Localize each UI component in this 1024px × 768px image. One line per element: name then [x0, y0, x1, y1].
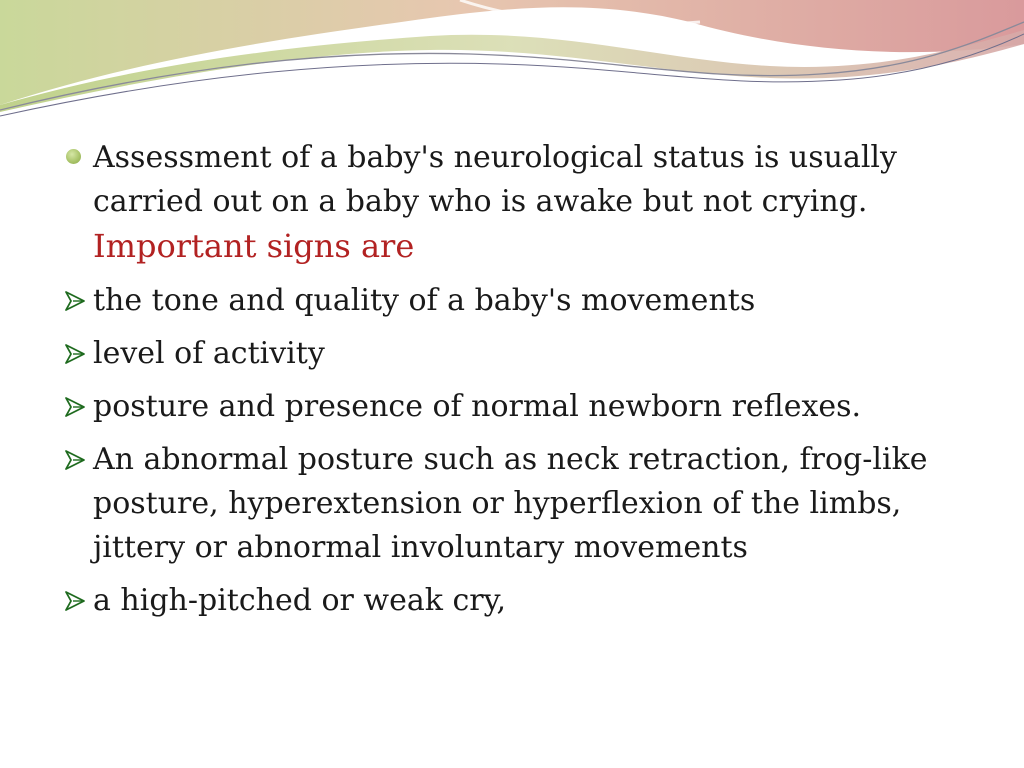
intro-highlight: Important signs are: [93, 227, 415, 265]
intro-text: Assessment of a baby's neurological status is usually carried out on a baby who is awake but not crying.: [93, 140, 897, 219]
list-item-text: level of activity: [93, 336, 325, 371]
list-item-text: a high-pitched or weak cry,: [93, 583, 507, 618]
list-item: [62, 385, 962, 429]
list-item-text: posture and presence of normal newborn reflexes.: [93, 389, 862, 424]
circle-bullet-icon: [66, 149, 81, 164]
header-wave-decoration: [0, 0, 1024, 120]
arrow-bullet-icon: [64, 342, 90, 366]
list-item: [62, 438, 962, 570]
arrow-bullet-icon: [64, 448, 90, 472]
list-item: [62, 332, 962, 376]
intro-bullet: [62, 136, 962, 270]
list-item-text: An abnormal posture such as neck retraction, frog-like posture, hyperextension or hyperflexion of the limbs, jittery or abnormal involuntary movements: [93, 442, 928, 565]
list-item: [62, 279, 962, 323]
arrow-bullet-icon: [64, 289, 90, 313]
arrow-bullet-icon: [64, 395, 90, 419]
slide-body: [62, 136, 962, 623]
list-item: [62, 579, 962, 623]
list-item-text: the tone and quality of a baby's movements: [93, 283, 756, 318]
arrow-bullet-icon: [64, 589, 90, 613]
